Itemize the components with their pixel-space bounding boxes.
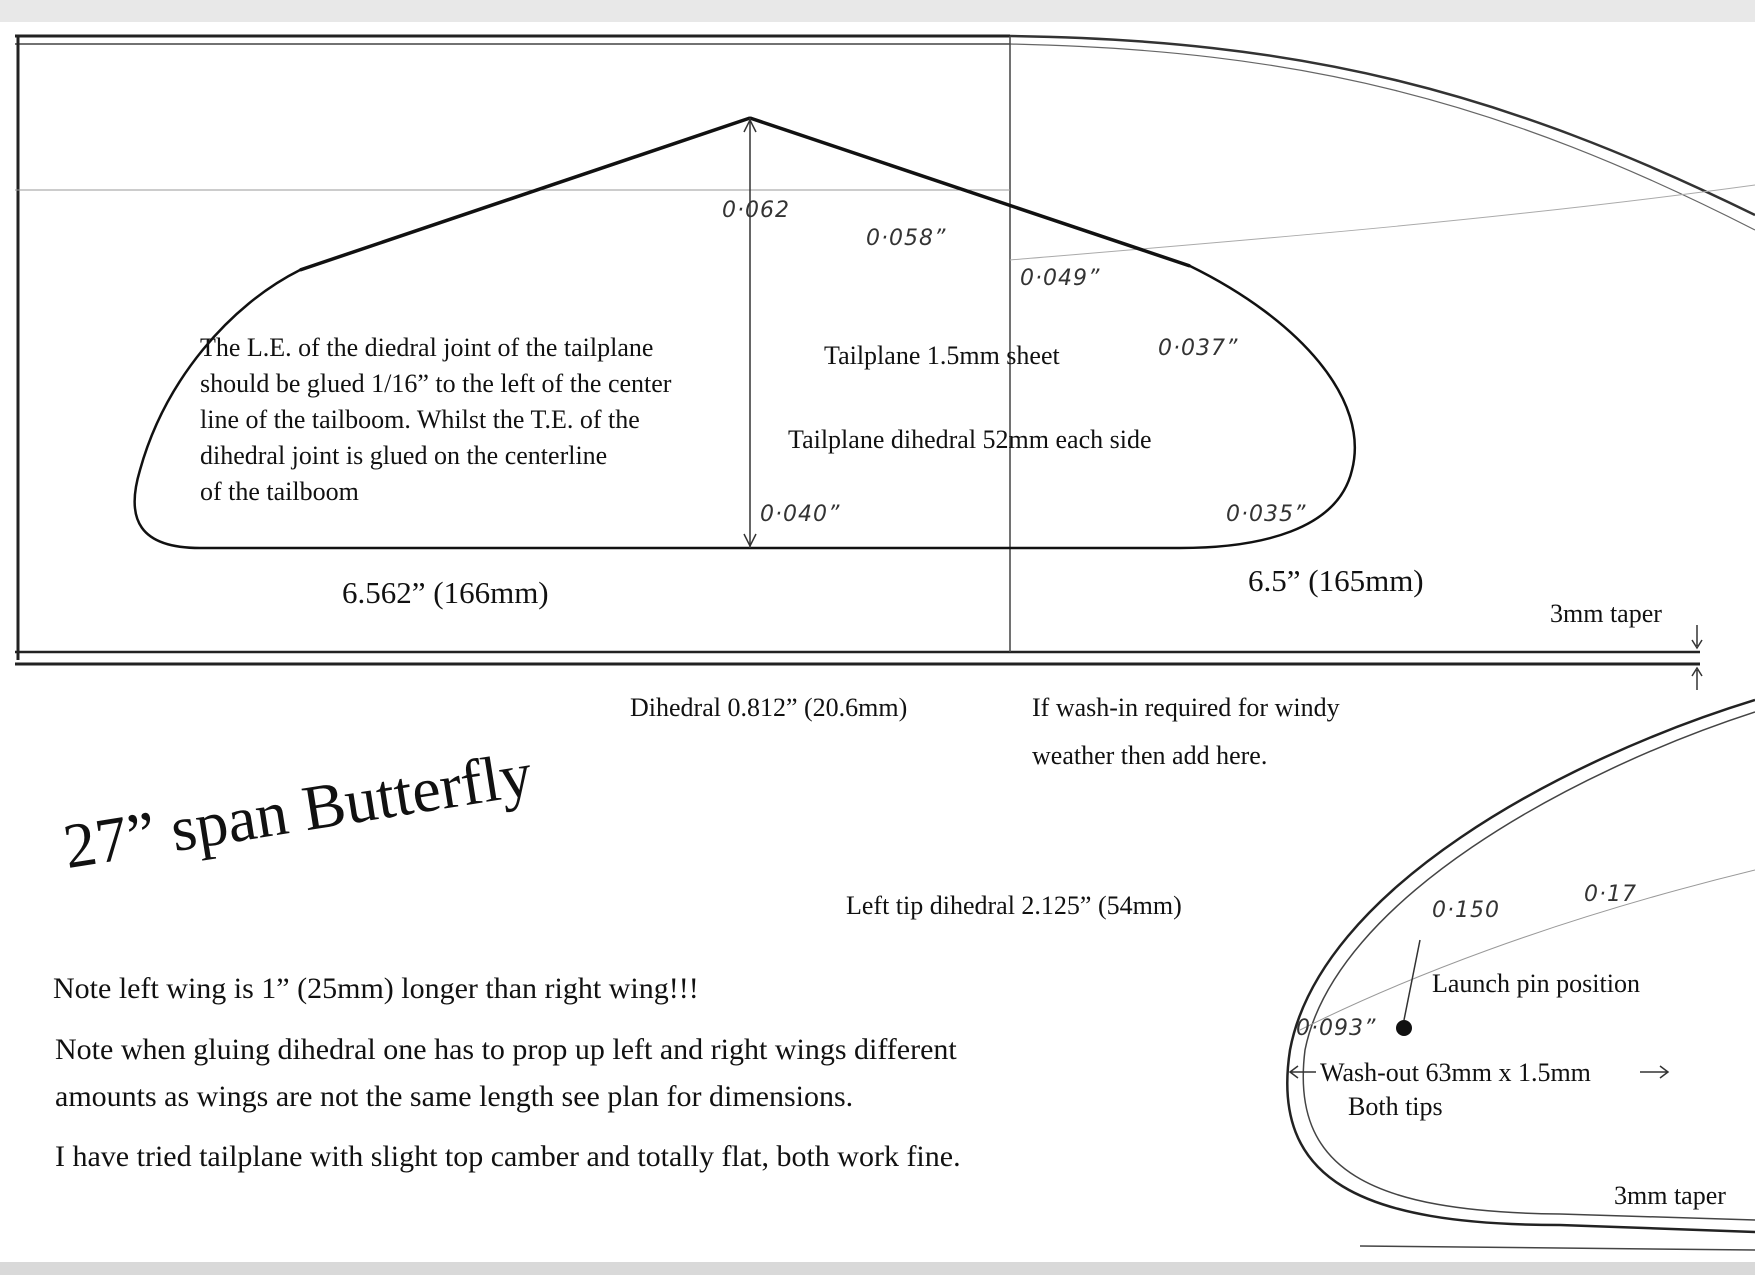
wash-in-line-2: weather then add here. <box>1032 741 1268 770</box>
tailplane-sheet-label: Tailplane 1.5mm sheet <box>824 341 1060 370</box>
wing-thickness-mark-2: 0·17 <box>1584 882 1637 907</box>
paper-edge-shadow-bottom <box>0 1262 1755 1275</box>
tailplane-left-span: 6.562” (166mm) <box>342 575 549 610</box>
wash-in-line-1: If wash-in required for windy <box>1032 693 1340 722</box>
tailplane-right-span: 6.5” (165mm) <box>1248 563 1424 598</box>
taper-arrow-top-2 <box>1692 668 1702 690</box>
both-tips-label: Both tips <box>1348 1092 1443 1121</box>
thickness-mark-1: 0·062 <box>722 198 790 223</box>
wing-thickness-mark-3: 0·093” <box>1296 1016 1377 1041</box>
paper-edge-shadow <box>0 0 1755 22</box>
note-tailplane-camber: I have tried tailplane with slight top camber and totally flat, both work fine. <box>55 1140 961 1173</box>
note-left-wing-longer: Note left wing is 1” (25mm) longer than right wing!!! <box>53 972 699 1005</box>
thickness-mark-3: 0·049” <box>1020 266 1101 291</box>
tailplane-dihedral-label: Tailplane dihedral 52mm each side <box>788 425 1152 454</box>
wash-out-label: Wash-out 63mm x 1.5mm <box>1320 1058 1591 1087</box>
launch-pin-label: Launch pin position <box>1432 969 1640 998</box>
construction-curve <box>1010 185 1755 260</box>
taper-label-bottom: 3mm taper <box>1614 1181 1726 1210</box>
left-tip-dihedral-label: Left tip dihedral 2.125” (54mm) <box>846 891 1182 920</box>
wing-bottom-edge <box>1360 1246 1755 1250</box>
tailplane-le-right <box>750 118 1190 266</box>
wing-leading-edge-curve-inner <box>1010 44 1755 230</box>
wing-dihedral-label: Dihedral 0.812” (20.6mm) <box>630 693 908 722</box>
thickness-mark-2: 0·058” <box>866 226 947 251</box>
taper-label-top: 3mm taper <box>1550 599 1662 628</box>
tailplane-glue-note: The L.E. of the diedral joint of the tailplane should be glued 1/16” to the left of the center line of the tailboom. Whilst the T.E. of the dihedral joint is glued on the centerline of the tailboom <box>200 333 672 506</box>
plan-title: 27” span Butterfly <box>58 737 537 883</box>
note-gluing-dihedral-cont: amounts as wings are not the same length see plan for dimensions. <box>55 1080 854 1113</box>
note-gluing-dihedral: Note when gluing dihedral one has to prop up left and right wings different <box>55 1033 957 1066</box>
thickness-mark-6: 0·035” <box>1226 502 1307 527</box>
taper-arrow-top <box>1692 625 1702 648</box>
wing-thickness-mark-1: 0·150 <box>1432 898 1500 923</box>
wing-tip-construction <box>1300 870 1755 1030</box>
tailplane-le-left <box>300 118 750 270</box>
wing-leading-edge-curve <box>1010 36 1755 215</box>
launch-pin-dot <box>1396 1020 1412 1036</box>
wash-out-arrow-right <box>1640 1066 1668 1078</box>
thickness-mark-4: 0·037” <box>1158 336 1239 361</box>
thickness-mark-5: 0·040” <box>760 502 841 527</box>
launch-pin-leader <box>1404 940 1420 1020</box>
